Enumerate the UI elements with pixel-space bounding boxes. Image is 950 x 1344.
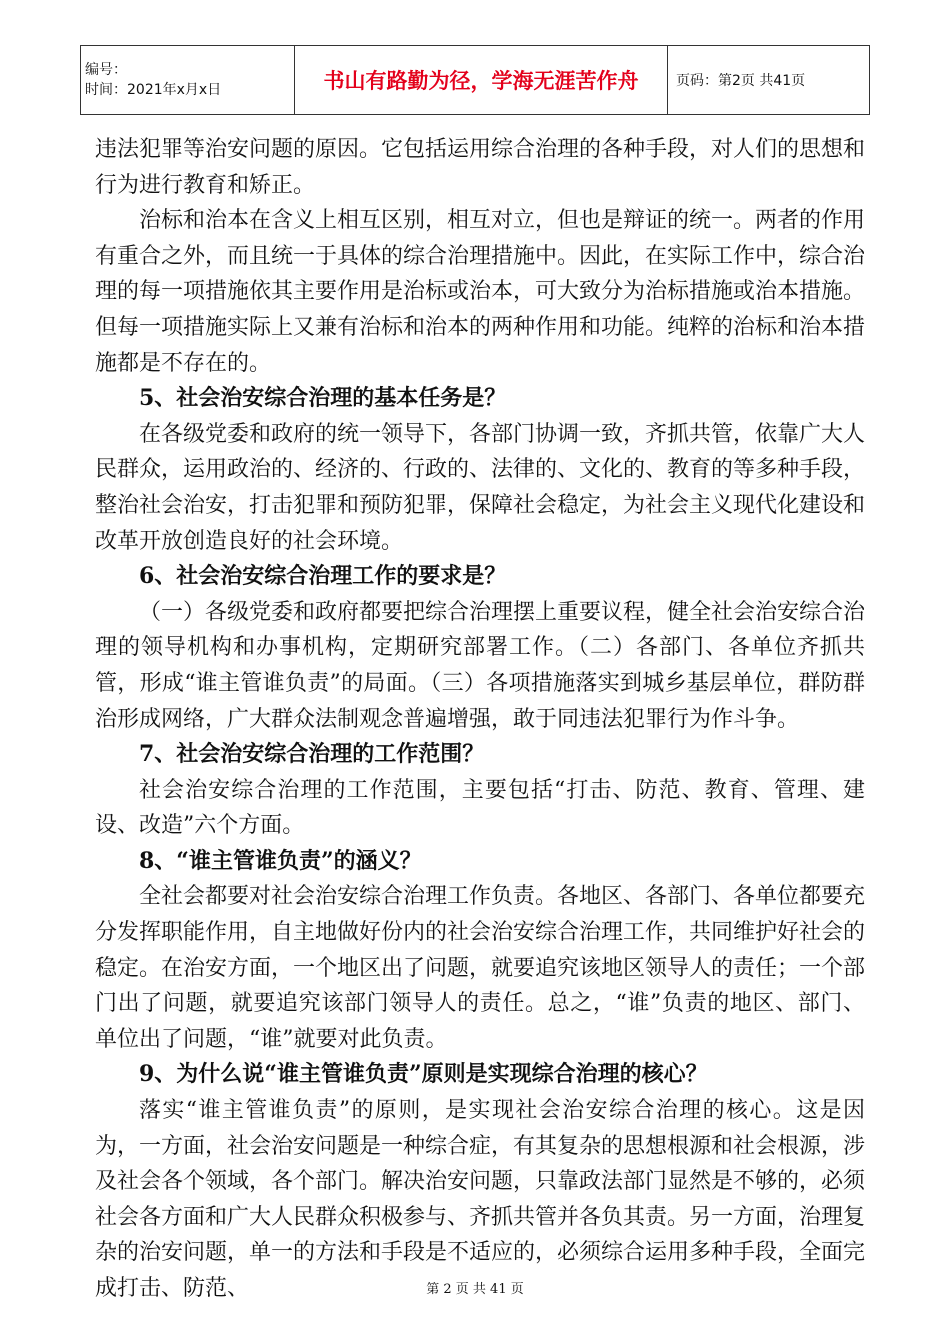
document-number-label: 编号：: [85, 62, 127, 78]
question-heading: 9、为什么说“谁主管谁负责”原则是实现综合治理的核心？: [139, 1061, 708, 1088]
question-heading: 5、社会治安综合治理的基本任务是？: [139, 385, 507, 412]
question-heading: 8、“谁主管谁负责”的涵义？: [139, 847, 422, 874]
header-page-info: 页码：第2页 共41页: [668, 46, 870, 115]
document-time-label: 时间：2021年x月x日: [85, 82, 222, 98]
header-meta-cell: [81, 46, 295, 115]
paragraph: 社会治安综合治理的工作范围，主要包括“打击、防范、教育、管理、建设、改造”六个方面。: [95, 777, 865, 839]
document-body: [95, 132, 865, 1307]
paragraph: 落实“谁主管谁负责”的原则，是实现社会治安综合治理的核心。这是因为，一方面，社会治安问题是一种综合症，有其复杂的思想根源和社会根源，涉及社会各个领域，各个部门。解决治安问题，只靠政法部门显然是不够的，必须社会各方面和广大人民群众积极参与、齐抓共管并各负其责。另一方面，治理复杂的治安问题，单一的方法和手段是不适应的，必须综合运用多种手段，全面完成打击、防范、: [95, 1098, 866, 1301]
question-heading: 6、社会治安综合治理工作的要求是？: [139, 563, 507, 590]
page-header: [80, 45, 870, 115]
paragraph: （一）各级党委和政府都要把综合治理摆上重要议程，健全社会治安综合治理的领导机构和办事机构，定期研究部署工作。（二）各部门、各单位齐抓共管，形成“谁主管谁负责”的局面。（三）各项措施落实到城乡基层单位，群防群治形成网络，广大群众法制观念普遍增强，敢于同违法犯罪行为作斗争。: [95, 599, 866, 732]
paragraph: 治标和治本在含义上相互区别，相互对立，但也是辩证的统一。两者的作用有重合之外，而且统一于具体的综合治理措施中。因此，在实际工作中，综合治理的每一项措施依其主要作用是治标或治本，可大致分为治标措施或治本措施。但每一项措施实际上又兼有治标和治本的两种作用和功能。纯粹的治标和治本措施都是不存在的。: [95, 208, 866, 376]
paragraph: 在各级党委和政府的统一领导下，各部门协调一致，齐抓共管，依靠广大人民群众，运用政治的、经济的、行政的、法律的、文化的、教育的等多种手段，整治社会治安，打击犯罪和预防犯罪，保障社会稳定，为社会主义现代化建设和改革开放创造良好的社会环境。: [95, 421, 866, 554]
header-motto: 书山有路勤为径，学海无涯苦作舟: [295, 46, 668, 115]
paragraph: 全社会都要对社会治安综合治理工作负责。各地区、各部门、各单位都要充分发挥职能作用，自主地做好份内的社会治安综合治理工作，共同维护好社会的稳定。在治安方面，一个地区出了问题，就要追究该地区领导人的责任；一个部门出了问题，就要追究该部门领导人的责任。总之，“谁”负责的地区、部门、单位出了问题，“谁”就要对此负责。: [95, 884, 866, 1052]
paragraph: 违法犯罪等治安问题的原因。它包括运用综合治理的各种手段，对人们的思想和行为进行教育和矫正。: [95, 137, 866, 198]
page-footer: 第 2 页 共 41 页: [426, 1282, 524, 1297]
question-heading: 7、社会治安综合治理的工作范围？: [139, 741, 485, 768]
